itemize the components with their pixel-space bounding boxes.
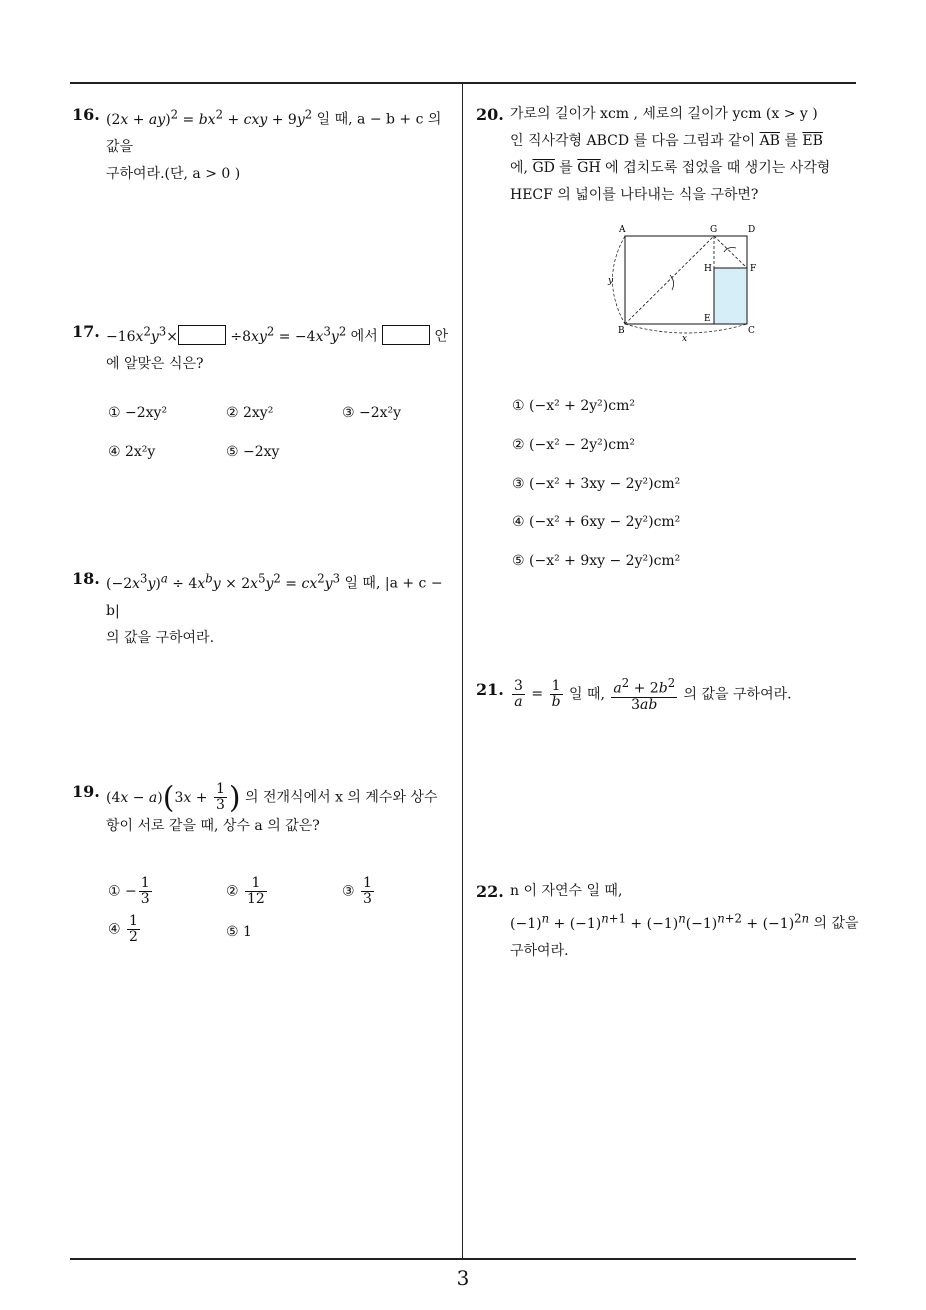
label-b: B <box>618 326 625 336</box>
question-text: HECF 의 넓이를 나타내는 식을 구하면? <box>510 187 759 203</box>
question-text: 구하여라. <box>510 942 569 959</box>
question-text: 항이 서로 같을 때, 상수 a 의 값은? <box>106 818 320 834</box>
column-divider <box>462 83 463 1259</box>
option-3[interactable]: ③ −2x²y <box>342 405 402 421</box>
equation: $\frac{3}{a}$ = $\frac{1}{b}$ <box>514 677 561 710</box>
option-5[interactable]: ⑤ (−x² + 9xy − 2y²)cm² <box>512 553 681 569</box>
question-text: 의 값을 구하여라. <box>679 686 792 703</box>
blank-box <box>178 325 226 345</box>
option-1[interactable]: ① (−x² + 2y²)cm² <box>512 398 635 414</box>
segment-ab: $\overline{AB}$ <box>759 133 780 149</box>
option-4[interactable]: ④ (−x² + 6xy − 2y²)cm² <box>512 514 681 530</box>
angle-mark <box>670 275 674 290</box>
blank-box <box>382 325 430 345</box>
label-c: C <box>748 326 755 336</box>
question-text: 에 알맞은 식은? <box>106 355 204 372</box>
question-18 <box>72 565 458 652</box>
page-number: 3 <box>456 1266 470 1290</box>
shaded-rectangle-hecf <box>714 268 747 324</box>
question-19 <box>72 778 458 840</box>
equation: $-16x^2y^3\times \div 8xy^2 = -4x^3y^2$ <box>106 324 347 345</box>
question-text: 인 직사각형 ABCD 를 다음 그림과 같이 <box>510 133 760 149</box>
label-x: x <box>682 334 688 344</box>
question-text: n 이 자연수 일 때, <box>510 883 623 899</box>
question-text: 가로의 길이가 xcm , 세로의 길이가 ycm (x > y ) <box>510 106 818 122</box>
question-22 <box>476 878 860 965</box>
question-text: 의 값을 <box>809 915 859 932</box>
question-17 <box>72 318 458 378</box>
question-21 <box>476 676 860 713</box>
question-text: 의 값을 구하여라. <box>106 629 215 646</box>
option-5[interactable]: ⑤ −2xy <box>226 444 280 460</box>
question-16 <box>72 101 458 188</box>
equation: $(-2x^3y)^a \div 4x^by \times 2x^5y^2 = cx^2y^3$ <box>106 571 340 592</box>
option-1[interactable]: ① −2xy² <box>108 405 168 421</box>
equation: (4x − a)(3x + $\frac{1}{3}$ ) <box>106 780 241 815</box>
option-5[interactable]: ⑤ 1 <box>226 924 252 940</box>
segment-gd: $\overline{GD}$ <box>532 160 555 176</box>
question-text: 에서 <box>346 328 383 345</box>
question-number: 18. <box>72 569 100 588</box>
arc-y <box>613 236 626 324</box>
option-2[interactable]: ② (−x² − 2y²)cm² <box>512 437 635 453</box>
option-4[interactable]: ④ 2x²y <box>108 444 156 460</box>
question-number: 16. <box>72 105 100 124</box>
question-text: 에 겹치도록 접었을 때 생기는 사각형 <box>600 160 831 176</box>
label-d: D <box>748 225 756 235</box>
bottom-rule <box>70 1258 856 1260</box>
question-number: 21. <box>476 680 504 699</box>
top-rule <box>70 82 856 84</box>
fold-line-bg <box>625 236 714 324</box>
equation: $(-1)^n + (-1)^{n+1} + (-1)^n(-1)^{n+2} + (-1)^{2n}$ <box>510 911 810 932</box>
question-text: 구하여라.(단, a > 0 ) <box>106 165 241 182</box>
question-text: 를 <box>779 133 803 149</box>
question-text: 에, <box>510 160 533 176</box>
segment-gh: $\overline{GH}$ <box>577 160 601 176</box>
label-y: y <box>608 276 614 286</box>
label-h: H <box>704 264 712 274</box>
question-text: 의 전개식에서 x 의 계수와 상수 <box>245 789 438 806</box>
fold-line-gf <box>714 236 747 268</box>
option-4[interactable]: ④ $\frac{1}{2}$ <box>108 913 138 945</box>
question-number: 17. <box>72 322 100 341</box>
option-3[interactable]: ③ (−x² + 3xy − 2y²)cm² <box>512 476 681 492</box>
option-2[interactable]: ② 2xy² <box>226 405 274 421</box>
arc-x <box>625 324 747 333</box>
question-number: 22. <box>476 882 504 901</box>
question-20 <box>476 101 860 209</box>
question-text: 일 때, <box>564 686 610 703</box>
label-g: G <box>710 225 718 235</box>
label-a: A <box>619 225 626 235</box>
question-text: 일 때, a − b + c 의 값을 <box>106 111 442 155</box>
equation: $(2x + ay)^2 = bx^2$ + cxy + $9y^2$ <box>106 107 313 128</box>
option-2[interactable]: ② $\frac{1}{12}$ <box>226 875 265 907</box>
question-text: 를 <box>554 160 578 176</box>
label-f: F <box>750 264 757 274</box>
option-1[interactable]: ① − $\frac{1}{3}$ <box>108 875 150 907</box>
question-text: 안 <box>430 328 449 345</box>
question-number: 19. <box>72 782 100 801</box>
rectangle-fold-figure <box>600 220 770 345</box>
label-e: E <box>704 314 711 324</box>
segment-eb: $\overline{EB}$ <box>802 133 823 149</box>
question-text: 일 때, |a + c − b| <box>106 575 443 619</box>
question-number: 20. <box>476 105 504 124</box>
expression: $\frac{a^2 + 2b^2}{3ab}$ <box>613 676 676 713</box>
option-3[interactable]: ③ $\frac{1}{3}$ <box>342 875 372 907</box>
